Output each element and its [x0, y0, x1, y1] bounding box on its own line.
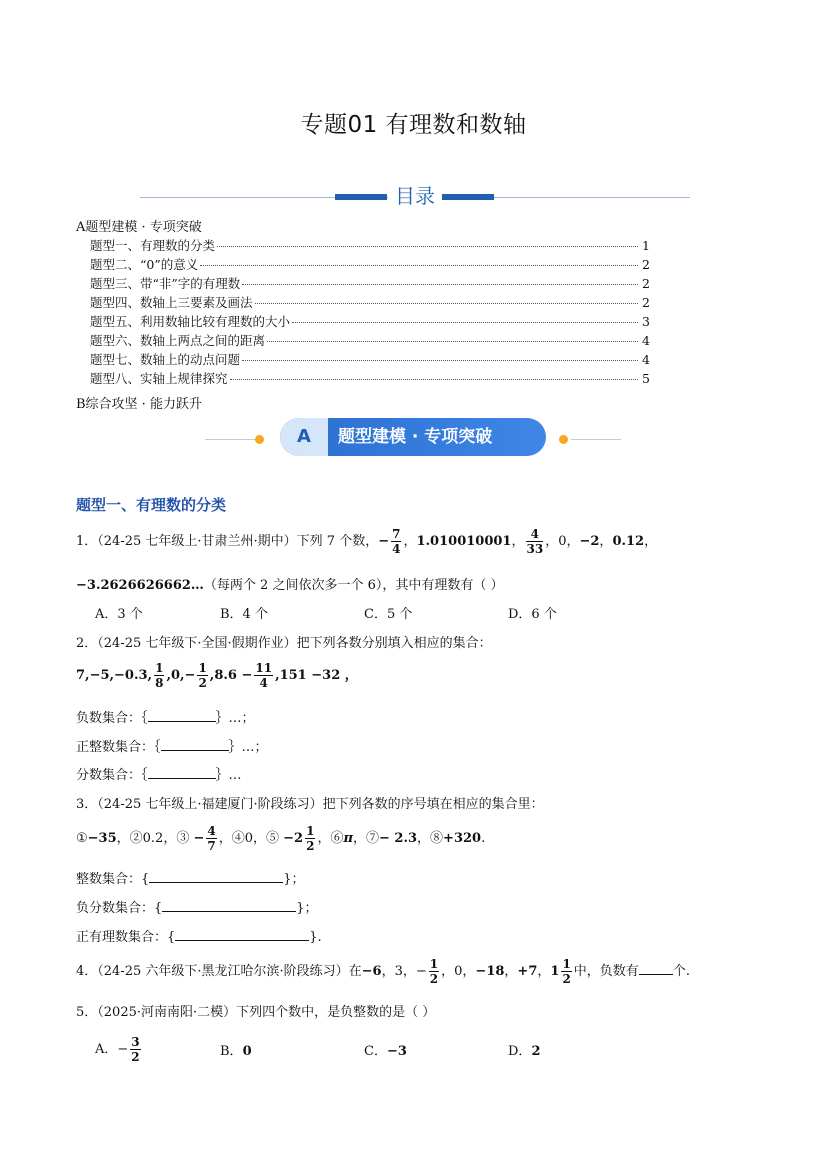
- toc-item[interactable]: 题型三、带“非”字的有理数 2: [90, 276, 650, 291]
- answer-blank[interactable]: [639, 962, 673, 975]
- q2-negative-set: 负数集合：｛ ｝…；: [76, 711, 255, 726]
- q1-option-a[interactable]: A．3 个: [95, 607, 143, 622]
- toc-label: 目录: [388, 180, 442, 209]
- question-3-numbers: ①−35，②0.2，③ − $\frac{4}{7}$ ，④0，⑤ −2 $\frac{1}{2}$ ，⑥π，⑦− 2.3，⑧+320.: [76, 824, 486, 853]
- q5-option-c[interactable]: C．−3: [364, 1044, 407, 1059]
- toc-item[interactable]: 题型六、数轴上两点之间的距离 4: [90, 333, 650, 348]
- answer-blank[interactable]: [148, 766, 216, 779]
- q3-integer-set: 整数集合：{ }；: [76, 872, 305, 887]
- q5-option-a[interactable]: A．− $\frac{3}{2}$: [95, 1035, 140, 1064]
- page-title: 专题01 有理数和数轴: [300, 112, 527, 138]
- toc-bar-right: [442, 194, 494, 200]
- answer-blank[interactable]: [148, 709, 216, 722]
- toc-item[interactable]: 题型四、数轴上三要素及画法 2: [90, 295, 650, 310]
- section-pill: [280, 418, 546, 456]
- toc-item[interactable]: 题型八、实轴上规律探究 5: [90, 371, 650, 386]
- answer-blank[interactable]: [175, 928, 309, 941]
- question-5: 5．（2025·河南南阳·二模）下列四个数中，是负整数的是（ ）: [76, 1005, 436, 1020]
- question-1: 1．（24-25 七年级上·甘肃兰州·期中）下列 7 个数，− $\frac{7}{4}$ ，1.010010001， $\frac{4}{33}$ ，0，−2，0.12，: [76, 527, 658, 556]
- heading-type-1: 题型一、有理数的分类: [76, 496, 227, 514]
- question-2-numbers: 7,−5,−0.3, $\frac{1}{8}$ ,0,− $\frac{1}{2}$ ,8.6 − $\frac{11}{4}$ ,151 −32 ，: [76, 661, 358, 690]
- section-letter: A: [280, 418, 328, 456]
- section-title: 题型建模 · 专项突破: [338, 427, 493, 447]
- question-2: 2．（24-25 七年级下·全国·假期作业）把下列各数分别填入相应的集合：: [76, 636, 492, 651]
- banner-dot-right: [559, 435, 568, 444]
- q5-option-d[interactable]: D．2: [508, 1044, 541, 1059]
- q2-fraction-set: 分数集合：｛ ｝…: [76, 768, 242, 783]
- toc-item[interactable]: 题型一、有理数的分类 1: [90, 238, 650, 253]
- toc-item[interactable]: 题型五、利用数轴比较有理数的大小 3: [90, 314, 650, 329]
- q5-option-b[interactable]: B．0: [220, 1044, 252, 1059]
- q1-option-d[interactable]: D．6 个: [508, 607, 557, 622]
- question-4: 4．（24-25 六年级下·黑龙江哈尔滨·阶段练习）在−6，3，− $\frac{1}{2}$ ，0，−18，+7，1 $\frac{1}{2}$ 中，负数有 个.: [76, 957, 690, 986]
- banner-dot-left: [255, 435, 264, 444]
- q3-positive-rational-set: 正有理数集合：{ }.: [76, 930, 322, 945]
- question-1-line2: −3.2626626662…（每两个 2 之间依次多一个 6），其中有理数有（ ）: [76, 578, 504, 593]
- question-3: 3．（24-25 七年级上·福建厦门·阶段练习）把下列各数的序号填在相应的集合里：: [76, 797, 544, 812]
- answer-blank[interactable]: [149, 870, 283, 883]
- toc-item[interactable]: 题型二、“0”的意义 2: [90, 257, 650, 272]
- toc-item[interactable]: 题型七、数轴上的动点问题 4: [90, 352, 650, 367]
- answer-blank[interactable]: [161, 738, 229, 751]
- q3-negative-fraction-set: 负分数集合：{ }；: [76, 901, 318, 916]
- toc-part-a: A题型建模 · 专项突破: [76, 220, 202, 235]
- q2-positive-int-set: 正整数集合：｛ ｝…；: [76, 740, 268, 755]
- toc-part-b: B综合攻坚 · 能力跃升: [76, 397, 202, 412]
- toc-banner: [140, 180, 690, 210]
- toc-bar-left: [335, 194, 387, 200]
- section-a-banner: [205, 418, 621, 458]
- answer-blank[interactable]: [162, 899, 296, 912]
- q1-option-c[interactable]: C．5 个: [364, 607, 413, 622]
- q1-option-b[interactable]: B．4 个: [220, 607, 268, 622]
